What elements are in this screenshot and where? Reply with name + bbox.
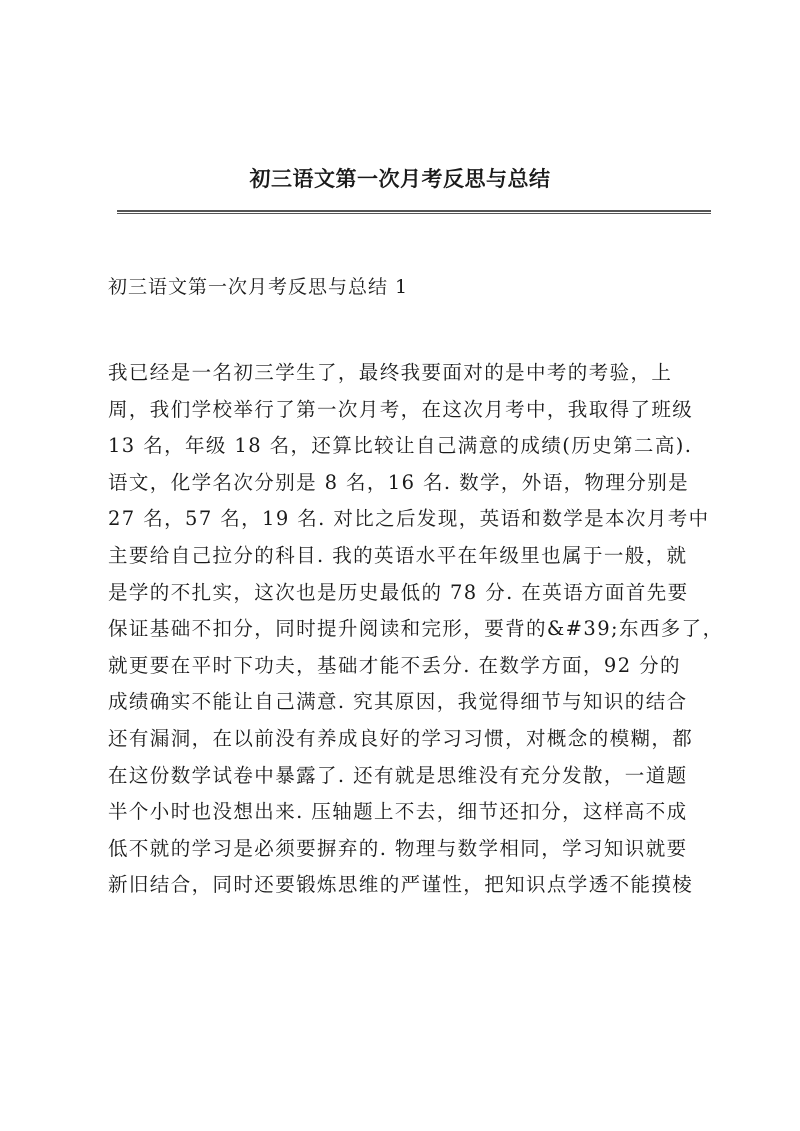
body-line: 在这份数学试卷中暴露了. 还有就是思维没有充分发散，一道题 [108, 763, 688, 787]
body-line: 27 名，57 名，19 名. 对比之后发现，英语和数学是本次月考中 [108, 507, 710, 531]
body-line: 语文，化学名次分别是 8 名，16 名. 数学，外语，物理分别是 [108, 470, 690, 494]
body-paragraph [108, 355, 724, 904]
document-title: 初三语文第一次月考反思与总结 [249, 166, 551, 191]
body-line: 主要给自己拉分的科目. 我的英语水平在年级里也属于一般，就 [108, 543, 688, 567]
body-line: 成绩确实不能让自己满意. 究其原因，我觉得细节与知识的结合 [108, 690, 688, 714]
body-line: 还有漏洞，在以前没有养成良好的学习习惯，对概念的模糊，都 [108, 726, 694, 750]
body-line: 新旧结合，同时还要锻炼思维的严谨性，把知识点学透不能摸棱 [108, 873, 694, 897]
section-heading: 初三语文第一次月考反思与总结 1 [108, 276, 409, 298]
body-line: 我已经是一名初三学生了，最终我要面对的是中考的考验，上 [108, 361, 673, 384]
body-line: 低不就的学习是必须要摒弃的. 物理与数学相同，学习知识就要 [108, 836, 688, 860]
body-line: 保证基础不扣分，同时提升阅读和完形，要背的&#39;东西多了， [108, 617, 724, 641]
body-line: 周，我们学校举行了第一次月考，在这次月考中，我取得了班级 [108, 397, 694, 421]
body-line: 是学的不扎实，这次也是历史最低的 78 分. 在英语方面首先要 [108, 580, 689, 604]
body-line: 就更要在平时下功夫，基础才能不丢分. 在数学方面，92 分的 [108, 653, 681, 677]
body-line: 13 名，年级 18 名，还算比较让自己满意的成绩(历史第二高). [108, 434, 693, 458]
title-divider [117, 210, 711, 214]
body-line: 半个小时也没想出来. 压轴题上不去，细节还扣分，这样高不成 [108, 800, 688, 824]
